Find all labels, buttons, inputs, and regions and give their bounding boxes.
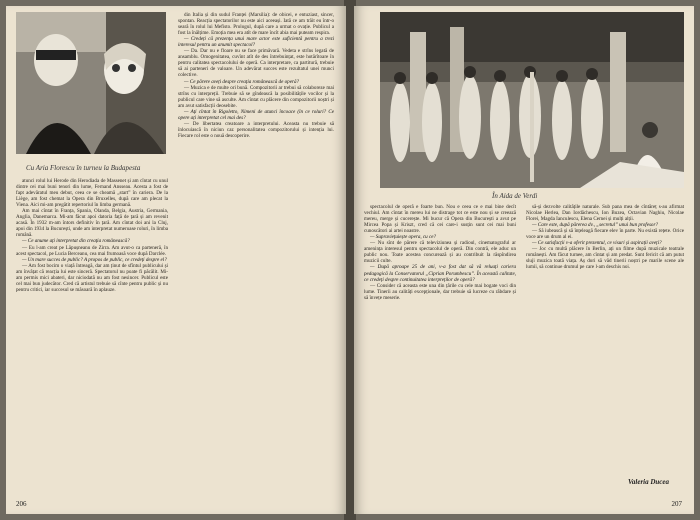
- question: — Ce satisfacții v-a oferit prezentul, ce visuri și aspirații aveți?: [532, 240, 662, 247]
- photo-caption: Cu Aria Florescu în turneu la Budapesta: [26, 164, 141, 172]
- photo-image: [16, 12, 166, 154]
- text-column-2: [178, 12, 334, 488]
- paragraph: — Muzica e de multe ori bună. Compozitorii ar trebui să colaboreze mai strîns cu interpreții. Trebuie să se gîndească la posibilitățile vocilor și la publicul care vine să asculte. Am cîntat cu plăcere din compozitorii noștri și am avut satisfacții deosebite.: [178, 84, 334, 109]
- photo-budapest: [16, 12, 166, 154]
- paragraph: — Consider că aceasta este una din țările cu cele mai bogate voci din lume. Tinerii au calități excepționale, dar trebuie să lucreze cu răbdare și să învețe meserie.: [364, 282, 516, 301]
- question: — Ce anume ați interpretat din creația românească?: [22, 238, 130, 245]
- paragraph: spectacolul de operă e foarte bun. Nou e ceea ce e mai bine decît vechiul. Am cîntat în mereu lui ne distrage tot ce este nou și se creează mereu, merge și cucerește. Mi bucur că Opera din București a avut pe Mircea Popa și Kriszt, cred că cei care-i susțin sunt cei mai buni cunoscători ai artei noastre.: [364, 204, 516, 235]
- text-column-1: [364, 204, 516, 488]
- question: — Un mare succes de public? A propos de public, ce credeți despre el?: [22, 256, 167, 263]
- paragraph: din Italia și din sudul Franței (Marsilia): de obicei, e entuziast, sincer, spontan. Reacția spectatorilor nu este aici aceeași. Iată ce am trăit eu într-o seară în rolul lui Mefisto. Prologul, după care a urmat o ovație. Publicul a fost la înălțime. Emoția mea era atît de mare încît abia mai puteam respira.: [178, 12, 334, 37]
- photo-image: [380, 12, 684, 188]
- paragraph: — Joc cu multă plăcere în Berlin, ați un filme după muzicale teatrale românești. Am făcut turnee, am cîntat și am predat. Sunt fericit că am putut sluji muzica toată viața. Aș dori să văd tinerii noștri pe marile scene ale lumii, să continue drumul pe care l-am deschis noi.: [526, 246, 684, 271]
- page-number: 207: [671, 500, 682, 508]
- author-signature: Valeria Ducea: [628, 478, 670, 486]
- text-column-1: [16, 178, 168, 488]
- question: — Supraviețuiește opera, cu ce?: [370, 234, 437, 241]
- left-page: [6, 6, 346, 514]
- paragraph: — Eu l-am creat pe Lăpușneanu de Zirra. Am avut-o ca parteneră, în acest spectacol, pe Lucia Berceanu, cea mai frumoasă voce după Darclée.: [16, 244, 168, 257]
- paragraph: să-și dezvolte calitățile naturale. Sub pana mea de cîntăreț s-au afirmat Nicolae Herlea, Dan Iordăchescu, Ion Buzea, Octavian Naghiu, Nicolae Florei, Magda Ianculescu, Elena Cernei și mulți alții.: [526, 204, 684, 223]
- question: — După aproape 25 de ani, v-a fost dat să vă reluați cariera pedagogică la Conservatorul „Ciprian Porumbescu”. În această calitate, ce credeți despre continuitatea interpreților de operă?: [364, 264, 516, 283]
- paragraph: — De libertatea creatoare a interpretului. Aceasta nu trebuie să înlocuiască în niciun caz personalitatea compozitorului și intenția lui. Fiecare rol este o nouă descoperire.: [178, 120, 334, 139]
- photo-aida: [380, 12, 684, 188]
- paragraph: Am mai cîntat în Franța, Spania, Olanda, Belgia, Austria, Germania, Anglia, Danemarca. Mi-am făcut apoi datoria față de țară și am revenit acasă. În 1932 m-am întors definitiv în țară. Am cîntat doi ani la Cluj, apoi din 1934 la București, unde am interpretat numeroase roluri, în limba română.: [16, 208, 168, 239]
- paragraph: — Da. Dar nu e floare nu se face primăvară. Vedeta e strîns legată de ansamblu. Omogenitatea, cuvînt atît de des întrebuințat, este hotărîtoare în pentru calitatea spectacolului de operă. Ca interpretare, ca partitură, trebuie să ai parteneri de valoare. Un adevărat succes este rezultatul unei munci colective.: [178, 48, 334, 79]
- question: — Care este, după părerea dv., „secretul” unui bun profesor?: [532, 222, 659, 229]
- paragraph: — Să iubească și să înțeleagă fiecare elev în parte. Nu există rețete. Orice voce are un drum al ei.: [526, 228, 684, 241]
- right-page: [354, 6, 694, 514]
- paragraph: — Am fost bocim o viață întreagă, dar am ținut de sfîntul publicului și am învățat că reacția lui este sinceră. Spectatorul nu poate fi păcălit. Mi-am permis mici abateri, dar niciodată nu am fost nesincer. Publicul este cel mai bun judecător. Cred că artistul trebuie să cînte pentru public și nu pentru critici, iar succesul se măsoară în aplauze.: [16, 262, 168, 293]
- question: — Ați cîntat în Rigoletto, Nimeni de atunci încoace (în ce roluri? Ce opere ați interpretat cel mai des?: [178, 108, 334, 121]
- paragraph: — Nu sînt de părere că televiziunea și radioul, cinematograful ar amenința interesul pentru spectacolul de operă. Din contră, ele aduc un public nou. Toate acestea concurează și au contribuit la răspîndirea muzicii culte.: [364, 240, 516, 265]
- paragraph: atunci rolul lui Herode din Herodiada de Massenet și am cîntat cu unul dintre cei mai buni tenori din lume, Fernand Ansseau. Acesta a fost de fapt adevăratul meu debut, ceea ce se cheamă „start” în cariera. De la Liège, am fost chemat la Opera din Bruxelles, după care am plecat la Viena. Aici mi-am pregătit repertoriul în limba germană.: [16, 178, 168, 209]
- text-column-2: [526, 204, 684, 474]
- question: — Credeți că prezența unui mare actor este suficientă pentru a trezi interesul pentru un anumit spectacol?: [178, 36, 334, 49]
- page-number: 206: [16, 500, 27, 508]
- question: — Ce părere aveți despre creația românească de operă?: [184, 78, 300, 85]
- photo-caption: În Aida de Verdi: [492, 192, 538, 200]
